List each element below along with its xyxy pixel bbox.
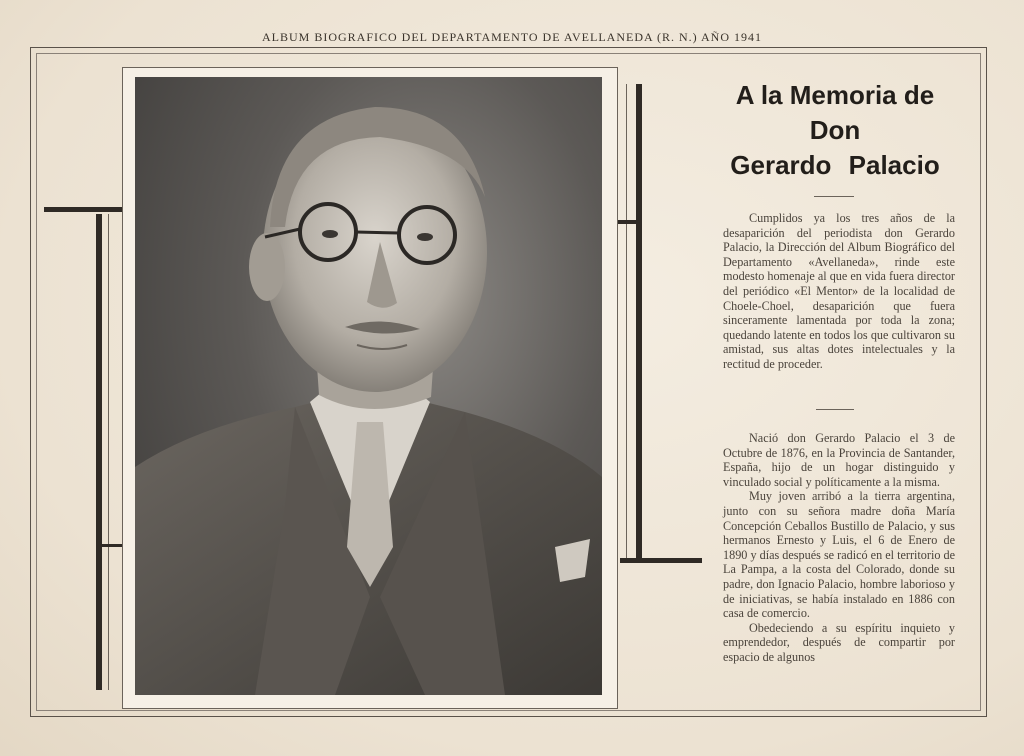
running-head: ALBUM BIOGRAFICO DEL DEPARTAMENTO DE AVELLANEDA (R. N.) AÑO 1941 — [262, 30, 762, 44]
title-line-2: Don — [809, 115, 861, 145]
right-rule-vertical-thin — [626, 84, 627, 558]
article-paragraph-4: Obedeciendo a su espíritu inquieto y emprendedor, después de compartir por espacio de algunos — [723, 620, 955, 664]
right-rule-tick — [616, 220, 636, 224]
right-rule-vertical-thick — [636, 84, 642, 558]
title-line-3: Gerardo Palacio — [730, 150, 940, 180]
article-paragraph-1: Cumplidos ya los tres años de la desaparición del periodista don Gerardo Palacio, la Dirección del Album Biográfico del Departamento «Avellaneda», rinde este modesto homenaje al que en vida fuera director del periódico «El Mentor» de la localidad de Choele-Choel, desaparición que fuera sinceramente lamentada por toda la zona; quedando latente en todos los que cultivaron su amistad, sus altas dotes intelectuales y la rectitud de proceder. — [723, 211, 955, 371]
left-rule-tick — [102, 544, 122, 547]
title-separator — [814, 196, 854, 197]
section-separator — [816, 409, 854, 410]
article-paragraph-2: Nació don Gerardo Palacio el 3 de Octubre de 1876, en la Provincia de Santander, España, hijo de un hogar distinguido y vinculado social y políticamente a la misma. — [723, 431, 955, 489]
article-paragraph-3: Muy joven arribó a la tierra argentina, junto con su señora madre doña María Concepción Ceballos Bustillo de Palacio, y sus hermanos Ernesto y Luis, el 6 de Enero de 1890 y días después se radicó en el territorio de La Pampa, a la costa del Colorado, donde su padre, don Ignacio Palacio, hombre laborioso y de iniciativas, se había instalado en 1886 con casa de comercio. — [723, 489, 955, 621]
left-rule-vertical-thick — [96, 214, 102, 690]
article-column-bottom — [723, 431, 955, 665]
article-title — [700, 78, 970, 183]
right-rule-horizontal — [620, 558, 702, 563]
left-rule-horizontal — [44, 207, 122, 212]
title-line-1: A la Memoria de — [735, 80, 935, 110]
article-column-top — [723, 211, 955, 372]
portrait-illustration — [135, 77, 602, 695]
left-rule-vertical-thin — [108, 214, 109, 690]
portrait-photo — [135, 77, 602, 695]
